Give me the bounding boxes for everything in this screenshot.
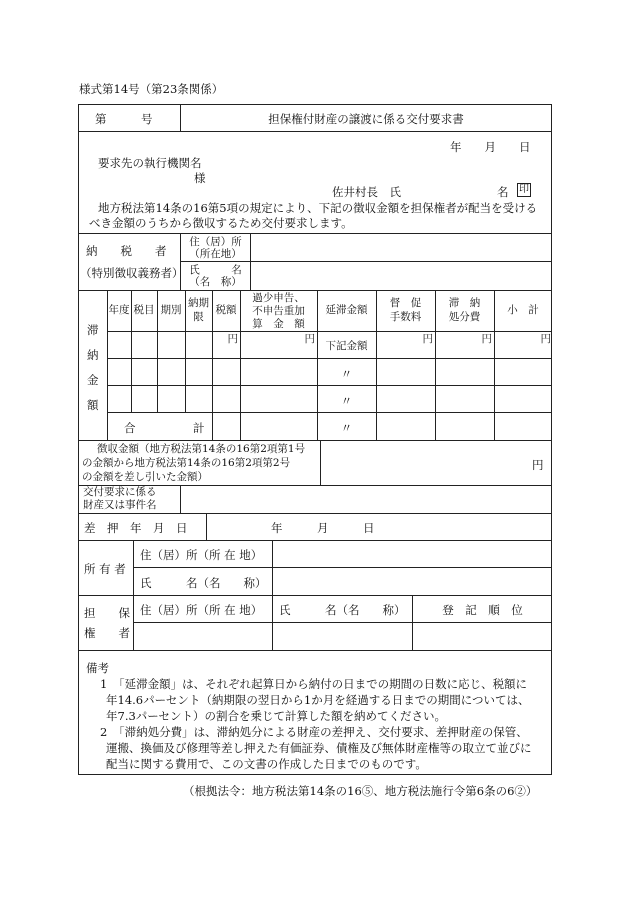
secured-label-2: 権 者	[84, 626, 130, 640]
owner-name-label: 氏 名（名 称）	[140, 576, 267, 590]
collection-yen: 円	[532, 458, 544, 472]
collection-line1: 徴収金額（地方税法第14条の16第2項第1号	[97, 443, 306, 455]
col-period: 期別	[160, 304, 182, 316]
document-title: 担保権付財産の譲渡に係る交付要求書	[268, 112, 464, 126]
legal-basis-footer: （根拠法令：地方税法第14条の16⑤、地方税法施行令第6条の6②）	[183, 784, 538, 798]
taxpayer-label: 納 税 者	[86, 244, 167, 258]
request-name-label: 名	[497, 185, 509, 199]
case-label-1: 交付要求に係る	[83, 486, 157, 498]
note2-line3: 配当に関する費用で、この文書の作成した日までのものです。	[106, 757, 427, 771]
col-penalty-2: 不申告重加	[252, 305, 305, 317]
col-urge-2: 手数料	[389, 311, 422, 323]
owner-label: 所 有 者	[84, 562, 126, 576]
owner-address-label: 住（居）所（所 在 地）	[140, 548, 263, 562]
request-to-label: 要求先の執行機関名	[98, 156, 202, 170]
col-tax-amount: 税額	[215, 304, 237, 316]
arrears-label-4: 額	[87, 398, 99, 412]
collection-line3: の金額を差し引いた金額）	[82, 471, 208, 483]
yen-penalty: 円	[304, 333, 315, 345]
col-disposal-2: 処分費	[448, 311, 481, 323]
col-due-2: 限	[193, 311, 204, 323]
note2-line1: 2 「滞納処分費」は、滞納処分による財産の差押え、交付要求、差押財産の保管、	[100, 725, 528, 739]
seizure-date-value: 年 月 日	[271, 521, 375, 535]
taxpayer-address-sub: （所在地）	[189, 248, 242, 260]
col-subtotal: 小 計	[507, 304, 539, 316]
col-year: 年度	[108, 304, 130, 316]
secured-name-label: 氏 名（名 称）	[279, 603, 406, 617]
case-label-2: 財産又は事件名	[83, 499, 157, 511]
request-body-line2: べき金額のうちから徴収するため交付要求します。	[89, 216, 353, 230]
yen-urge: 円	[422, 333, 433, 345]
collection-line2: の金額から地方税法第14条の16第2項第2号	[82, 457, 291, 469]
request-from: 佐井村長 氏	[332, 185, 401, 199]
col-penalty-3: 算 金 額	[252, 318, 305, 330]
late-fee-ditto-2: 〃	[340, 394, 353, 408]
taxpayer-label-sub: （特別徴収義務者）	[80, 266, 184, 280]
arrears-label-3: 金	[87, 373, 99, 387]
late-fee-ditto-3: 〃	[340, 421, 353, 435]
seizure-date-label: 差 押 年 月 日	[84, 521, 188, 535]
late-fee-ditto-1: 〃	[340, 367, 353, 381]
document-number: 第 号	[95, 112, 153, 126]
yen-tax-amount: 円	[227, 333, 238, 345]
request-date: 年 月 日	[450, 140, 531, 154]
taxpayer-address-label: 住（居）所	[189, 236, 242, 248]
seal-mark: 印	[519, 184, 529, 195]
secured-address-label: 住（居）所（所 在 地）	[140, 603, 263, 617]
notes-title: 備考	[86, 661, 109, 675]
col-late-fee: 延滞金額	[325, 304, 368, 316]
note1-line3: 年7.3パーセント）の割合を乗じて計算した額を納めてください。	[106, 709, 447, 723]
arrears-total-label: 合 計	[124, 421, 205, 435]
arrears-label-1: 滞	[87, 323, 99, 337]
col-urge-1: 督 促	[389, 297, 422, 309]
note2-line2: 運搬、換価及び修理等差し押えた有価証券、債権及び無体財産権等の取立て並びに	[106, 741, 532, 755]
arrears-label-2: 納	[87, 348, 99, 362]
yen-disposal: 円	[481, 333, 492, 345]
request-sama: 様	[194, 171, 206, 185]
secured-label-1: 担 保	[84, 606, 130, 620]
yen-subtotal: 円	[540, 333, 551, 345]
col-penalty-1: 過少申告、	[252, 292, 305, 304]
registration-rank-label: 登 記 順 位	[442, 603, 523, 617]
col-disposal-1: 滞 納	[448, 297, 481, 309]
taxpayer-name-label: 氏 名	[189, 264, 242, 276]
note1-line1: 1 「延滞金額」は、それぞれ起算日から納付の日までの期間の日数に応じ、税額に	[100, 677, 528, 691]
col-tax-item: 税目	[133, 304, 155, 316]
late-fee-note: 下記金額	[325, 340, 368, 352]
form-id: 様式第14号（第23条関係）	[79, 82, 224, 96]
request-body-line1: 地方税法第14条の16第5項の規定により、下記の徴収金額を担保権者が配当を受ける	[98, 201, 538, 215]
col-due-1: 納期	[188, 297, 209, 309]
note1-line2: 年14.6パーセント（納期限の翌日から1か月を経過する日までの期間については、	[106, 693, 530, 707]
taxpayer-name-sub: （名 称）	[189, 276, 242, 288]
